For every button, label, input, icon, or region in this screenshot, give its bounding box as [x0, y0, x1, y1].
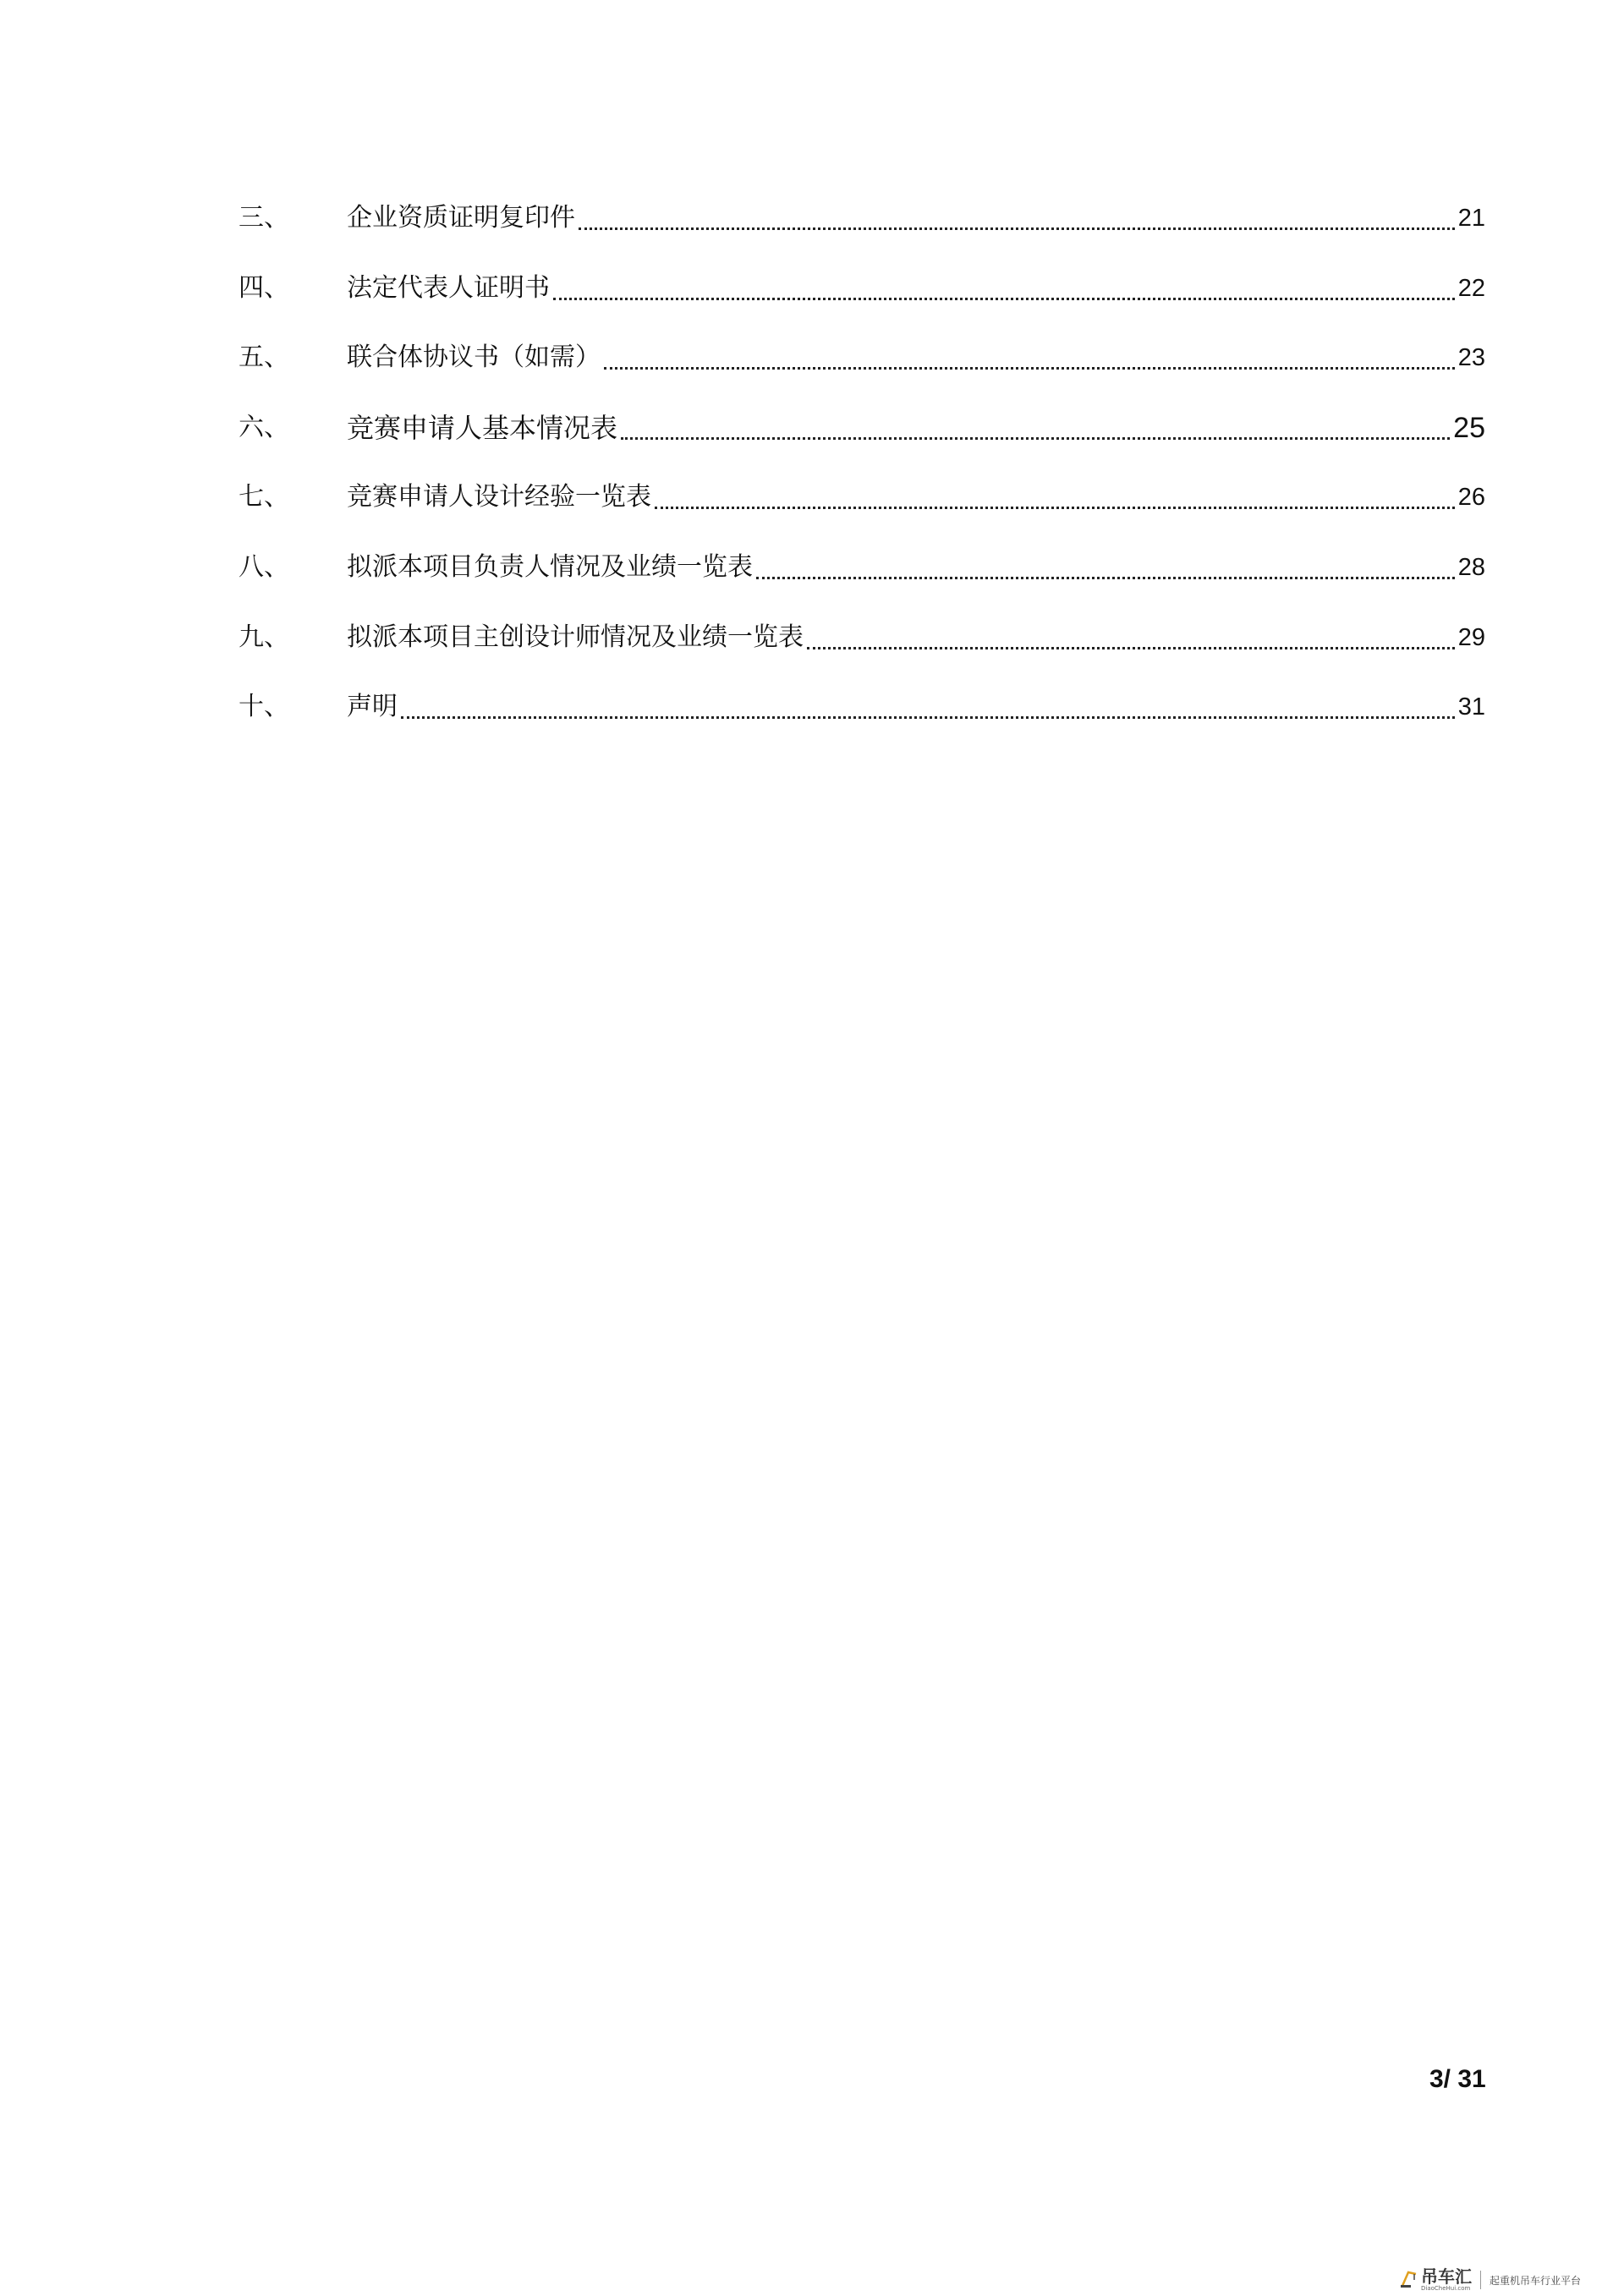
watermark-divider [1480, 2271, 1481, 2289]
toc-entry-page: 23 [1457, 344, 1485, 372]
toc-entry-title: 联合体协议书（如需） [347, 342, 601, 373]
toc-entry-title: 拟派本项目负责人情况及业绩一览表 [347, 551, 753, 582]
toc-dot-leader [807, 621, 1455, 649]
toc-entry-page: 26 [1457, 484, 1485, 512]
toc-entry-number: 七、 [239, 482, 289, 512]
toc-entry[interactable] [239, 690, 1485, 760]
toc-entry-number: 四、 [239, 272, 289, 303]
toc-entry-page: 31 [1457, 693, 1485, 721]
toc-dot-leader [621, 411, 1450, 440]
toc-entry[interactable] [239, 411, 1485, 481]
crane-icon [1401, 2269, 1418, 2291]
toc-entry-page: 29 [1457, 623, 1485, 651]
toc-entry[interactable] [239, 201, 1485, 271]
watermark [1401, 2266, 1581, 2293]
toc-entry[interactable] [239, 621, 1485, 691]
toc-entry-title: 竞赛申请人基本情况表 [347, 411, 618, 444]
toc-entry-title: 竞赛申请人设计经验一览表 [347, 482, 651, 512]
toc-dot-leader [655, 480, 1455, 509]
toc-dot-leader [604, 341, 1455, 370]
toc-entry-title: 法定代表人证明书 [347, 272, 550, 303]
toc-entry-page: 22 [1457, 274, 1485, 302]
toc-entry-number: 五、 [239, 342, 289, 373]
page-number: 3/ 31 [1429, 2065, 1486, 2093]
toc-entry-page: 25 [1453, 411, 1485, 444]
toc-entry[interactable] [239, 480, 1485, 551]
toc-entry-title: 企业资质证明复印件 [347, 203, 575, 233]
toc-entry-number: 九、 [239, 622, 289, 652]
toc-dot-leader [579, 201, 1455, 230]
toc-entry-page: 28 [1457, 553, 1485, 581]
toc-entry-page: 21 [1457, 205, 1485, 232]
watermark-slogan: 起重机吊车行业平台 [1490, 2274, 1582, 2287]
toc-entry-title: 声明 [347, 692, 398, 722]
toc-entry-number: 三、 [239, 203, 289, 233]
toc-dot-leader [401, 690, 1455, 719]
toc-dot-leader [553, 271, 1455, 300]
watermark-logo [1401, 2268, 1472, 2292]
toc-dot-leader [756, 551, 1455, 579]
toc-entry[interactable] [239, 551, 1485, 621]
toc-entry[interactable] [239, 341, 1485, 411]
watermark-brand: 吊车汇 [1421, 2266, 1472, 2287]
toc-entry-number: 十、 [239, 692, 289, 722]
toc-entry-number: 六、 [239, 412, 289, 442]
table-of-contents [239, 201, 1485, 760]
toc-entry[interactable] [239, 271, 1485, 342]
toc-entry-title: 拟派本项目主创设计师情况及业绩一览表 [347, 622, 804, 652]
watermark-url: DiaoCheHui.com [1421, 2285, 1471, 2292]
toc-entry-number: 八、 [239, 551, 289, 582]
